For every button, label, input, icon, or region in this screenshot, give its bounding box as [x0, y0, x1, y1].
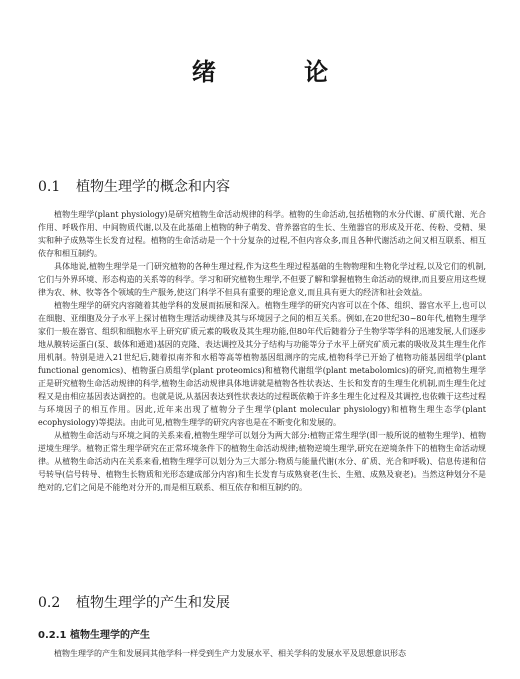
paragraph: 具体地说,植物生理学是一门研究植物的各种生理过程,作为这些生理过程基础的生物物理和生物化学过程,以及它们的机制,它们与外界环境、形态构造的关系等的科学。学习和研究植物生理学,不但要了解和掌握植物生命活动的规律,而且要应用这些规律为农、林、牧等各个领域的生产服务,使这门科学不但具有重要的理论意义,而且具有更大的经济和社会效益。 — [38, 262, 486, 297]
subsection-number: 0.2.1 — [38, 630, 67, 641]
paragraph: 从植物生命活动与环境之间的关系来看,植物生理学可以划分为两大部分:植物正常生理学(即一般所说的植物生理学)、植物逆境生理学。植物正常生理学研究在正常环境条件下的植物生命活动规律;植物逆境生理学,研究在逆境条件下的植物生命活动规律。从植物生命活动内在关系来看,植物生理学可以划分为三大部分:物质与能量代谢(水分、矿质、光合和呼吸)、信息传递和信号转导(信号转导、植物生长物质和光形态建成部分内容)和生长发育与成熟衰老(生长、生殖、成熟及衰老)。当然这种划分不是绝对的,它们之间是不能绝对分开的,而是相互联系、相互依存和相互制约的。 — [38, 431, 486, 492]
section-heading — [38, 176, 230, 196]
chapter-title: 绪 论 — [191, 58, 369, 86]
section-body — [38, 647, 486, 660]
section-number: 0.2 — [38, 595, 61, 611]
section-body — [38, 208, 486, 494]
paragraph: 植物生理学的研究内容随着其他学科的发展而拓展和深入。植物生理学的研究内容可以在个体、组织、器官水平上,也可以在细胞、亚细胞及分子水平上探讨植物生理活动规律及其与环境因子之间的相互关系。例如,在20世纪30~80年代,植物生理学家们一般在器官、组织和细胞水平上研究矿质元素的吸收及其生理功能,但80年代后随着分子生物学等学科的迅速发展,人们逐步地从膜转运蛋白(泵、载体和通道)基因的克隆、表达调控及其分子结构与功能等分子水平上研究矿质元素的吸收及其生理生化作用机制。特别是进入21世纪后,随着拟南芥和水稻等高等植物基因组测序的完成,植物科学已开始了植物功能基因组学(plant functional genomics)、植物蛋白质组学(plant proteomics)和植物代谢组学(plant metabolomics)的研究,而植物生理学正是研究植物生命活动规律的科学,植物生命活动规律具体地讲就是植物各性状表达、生长和发育的生理生化机制,而生理生化过程又是由相应基因表达调控的。也就是说,从基因表达到性状表达的过程既依赖于许多生理生化过程及其调控,也依赖于这些过程与环境因子的相互作用。因此,近年来出现了植物分子生理学(plant molecular physiology)和植物生理生态学(plant ecophysiology)等提法。由此可见,植物生理学的研究内容也是在不断变化和发展的。 — [38, 301, 486, 427]
subsection-title: 植物生理学的产生 — [70, 630, 150, 641]
paragraph: 植物生理学(plant physiology)是研究植物生命活动规律的科学。植物的生命活动,包括植物的水分代谢、矿质代谢、光合作用、呼吸作用、中间物质代谢,以及在此基础上植物的种子萌发、营养器官的生长、生殖器官的形成及开花、传粉、受精、果实和种子成熟等生长发育过程。植物的生命活动是一个十分复杂的过程,不但内容众多,而且各种代谢活动之间又相互联系、相互依存和相互制约。 — [38, 210, 486, 258]
section-number: 0.1 — [38, 179, 61, 195]
section-title: 植物生理学的产生和发展 — [76, 595, 230, 611]
section-title: 植物生理学的概念和内容 — [76, 179, 230, 195]
subsection-heading — [38, 626, 150, 641]
paragraph: 植物生理学的产生和发展同其他学科一样受到生产力发展水平、相关学科的发展水平及思想意识形态 — [54, 649, 406, 658]
section-heading — [38, 592, 230, 612]
